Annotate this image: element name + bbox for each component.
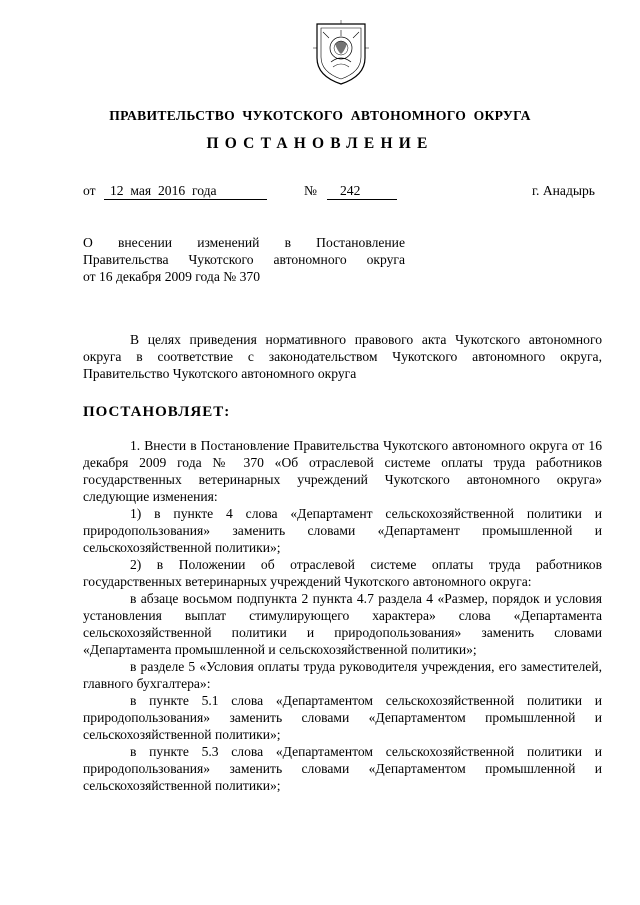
body-paragraph: в пункте 5.3 слова «Департаментом сельскохозяйственной политики и природопользования» заменить словами «Департаментом промышленной и сельскохозяйственной политики»; <box>83 744 602 793</box>
government-title: ПРАВИТЕЛЬСТВО ЧУКОТСКОГО АВТОНОМНОГО ОКРУГА <box>109 108 531 123</box>
body-paragraph: 2) в Положении об отраслевой системе оплаты труда работников государственных ветеринарных учреждений Чукотского автономного округа: <box>83 557 602 589</box>
body-paragraph: в пункте 5.1 слова «Департаментом сельскохозяйственной политики и природопользования» заменить словами «Департаментом промышленной и сельскохозяйственной политики»; <box>83 693 602 742</box>
body-paragraph: 1. Внести в Постановление Правительства Чукотского автономного округа от 16 декабря 2009 года № 370 «Об отраслевой системе оплаты труда работников государственных ветеринарных учреждений Чукотского автономного округа» следующие изменения: <box>83 438 602 504</box>
coat-of-arms-icon <box>311 18 371 86</box>
decree-body <box>83 437 602 794</box>
preamble-paragraph: В целях приведения нормативного правового акта Чукотского автономного округа в соответствие с законодательством Чукотского автономного округа, Правительство Чукотского автономного округа <box>83 332 602 381</box>
subject-line: О внесении изменений в Постановление <box>83 235 405 250</box>
date-underline <box>104 199 267 200</box>
preamble-block <box>83 331 602 382</box>
city-name: г. Анадырь <box>532 183 596 198</box>
document-type-title: ПОСТАНОВЛЕНИЕ <box>206 135 434 152</box>
number-underline <box>327 199 397 200</box>
body-paragraph: в абзаце восьмом подпункта 2 пункта 4.7 раздела 4 «Размер, порядок и условия установления выплат стимулирующего характера» слова «Департамента сельскохозяйственной политики и природопользования» заменить словами «Департамента промышленной и сельскохозяйственной политики»; <box>83 591 602 657</box>
number-value: 242 <box>340 183 361 198</box>
body-paragraph: 1) в пункте 4 слова «Департамент сельскохозяйственной политики и природопользования» заменить словами «Департамент промышленной и сельскохозяйственной политики»; <box>83 506 602 555</box>
date-prefix: от <box>83 183 96 198</box>
body-paragraph: в разделе 5 «Условия оплаты труда руководителя учреждения, его заместителей, главного бухгалтера»: <box>83 659 602 691</box>
date-value: 12 мая 2016 года <box>110 183 217 198</box>
subject-line: Правительства Чукотского автономного округа <box>83 252 405 267</box>
number-prefix: № <box>304 183 317 198</box>
document-subject <box>83 234 405 285</box>
subject-line: от 16 декабря 2009 года № 370 <box>83 269 261 284</box>
decree-heading: ПОСТАНОВЛЯЕТ: <box>83 404 231 420</box>
